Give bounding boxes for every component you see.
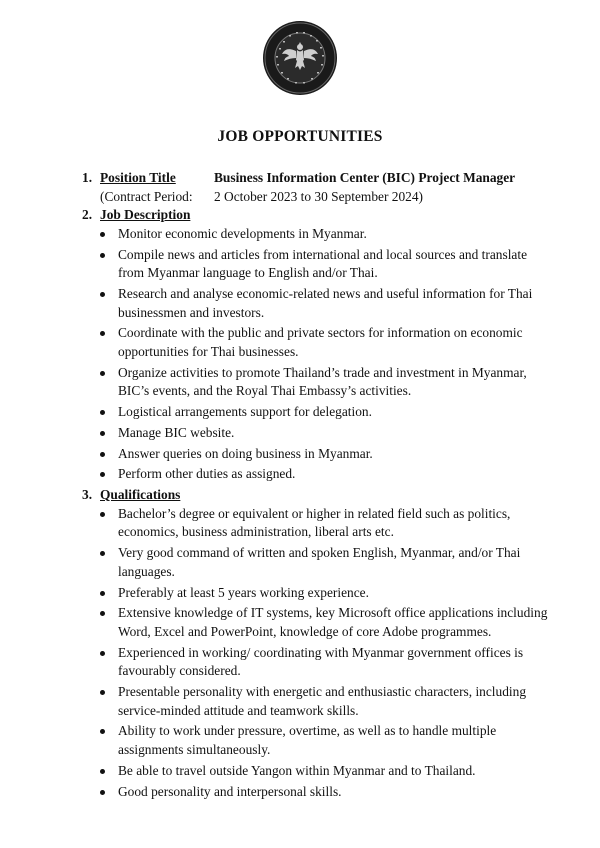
garuda-emblem-icon — [262, 20, 338, 96]
section-number: 1. — [82, 170, 93, 185]
bullet-icon — [100, 611, 105, 616]
list-item: Perform other duties as assigned. — [118, 465, 552, 484]
list-item: Bachelor’s degree or equivalent or higher in related field such as politics, economics, business administration, liberal arts etc. — [118, 505, 552, 542]
qualifications-list — [82, 505, 552, 801]
list-item: Good personality and interpersonal skills. — [118, 783, 552, 802]
section-qualifications — [82, 486, 552, 801]
list-item: Answer queries on doing business in Myanmar. — [118, 445, 552, 464]
contract-period-label: (Contract Period: — [100, 188, 193, 204]
bullet-icon — [100, 690, 105, 695]
section-heading: Position Title — [100, 170, 176, 185]
bullet-icon — [100, 512, 105, 517]
list-item: Very good command of written and spoken English, Myanmar, and/or Thai languages. — [118, 544, 552, 581]
bullet-icon — [100, 729, 105, 734]
list-item: Organize activities to promote Thailand’s trade and investment in Myanmar, BIC’s events, and the Royal Thai Embassy’s activities. — [118, 364, 552, 401]
list-item: Monitor economic developments in Myanmar. — [118, 225, 552, 244]
list-item: Presentable personality with energetic and enthusiastic characters, including service-minded attitude and teamwork skills. — [118, 683, 552, 720]
list-item: Manage BIC website. — [118, 424, 552, 443]
section-position-title — [82, 169, 552, 206]
section-number: 2. — [82, 207, 93, 223]
contract-period — [82, 188, 552, 207]
bullet-icon — [100, 452, 105, 457]
page-title: JOB OPPORTUNITIES — [217, 128, 383, 145]
list-item: Extensive knowledge of IT systems, key Microsoft office applications including Word, Excel and PowerPoint, knowledge of core Adobe programmes. — [118, 604, 552, 641]
list-item: Be able to travel outside Yangon within Myanmar and to Thailand. — [118, 762, 552, 781]
list-item: Ability to work under pressure, overtime, as well as to handle multiple assignments simultaneously. — [118, 722, 552, 759]
list-item: Coordinate with the public and private sectors for information on economic opportunities for Thai businesses. — [118, 324, 552, 361]
bullet-icon — [100, 790, 105, 795]
bullet-icon — [100, 232, 105, 237]
bullet-icon — [100, 292, 105, 297]
job-description-list — [82, 225, 552, 484]
section-number: 3. — [82, 487, 93, 503]
bullet-icon — [100, 331, 105, 336]
section-heading: Job Description — [100, 207, 191, 223]
section-heading: Qualifications — [100, 487, 181, 503]
bullet-icon — [100, 371, 105, 376]
document-body — [82, 169, 552, 803]
list-item: Preferably at least 5 years working experience. — [118, 584, 552, 603]
list-item: Research and analyse economic-related news and useful information for Thai businessmen and investors. — [118, 285, 552, 322]
bullet-icon — [100, 472, 105, 477]
bullet-icon — [100, 551, 105, 556]
list-item: Logistical arrangements support for delegation. — [118, 403, 552, 422]
list-item: Experienced in working/ coordinating with Myanmar government offices is favourably considered. — [118, 644, 552, 681]
bullet-icon — [100, 431, 105, 436]
bullet-icon — [100, 253, 105, 258]
bullet-icon — [100, 591, 105, 596]
bullet-icon — [100, 410, 105, 415]
bullet-icon — [100, 651, 105, 656]
bullet-icon — [100, 769, 105, 774]
embassy-seal — [262, 20, 338, 96]
section-job-description — [82, 206, 552, 484]
list-item: Compile news and articles from international and local sources and translate from Myanmar language to English and/or Thai. — [118, 246, 552, 283]
position-title-value: Business Information Center (BIC) Project Manager — [214, 170, 516, 185]
contract-period-value: 2 October 2023 to 30 September 2024) — [214, 188, 423, 204]
